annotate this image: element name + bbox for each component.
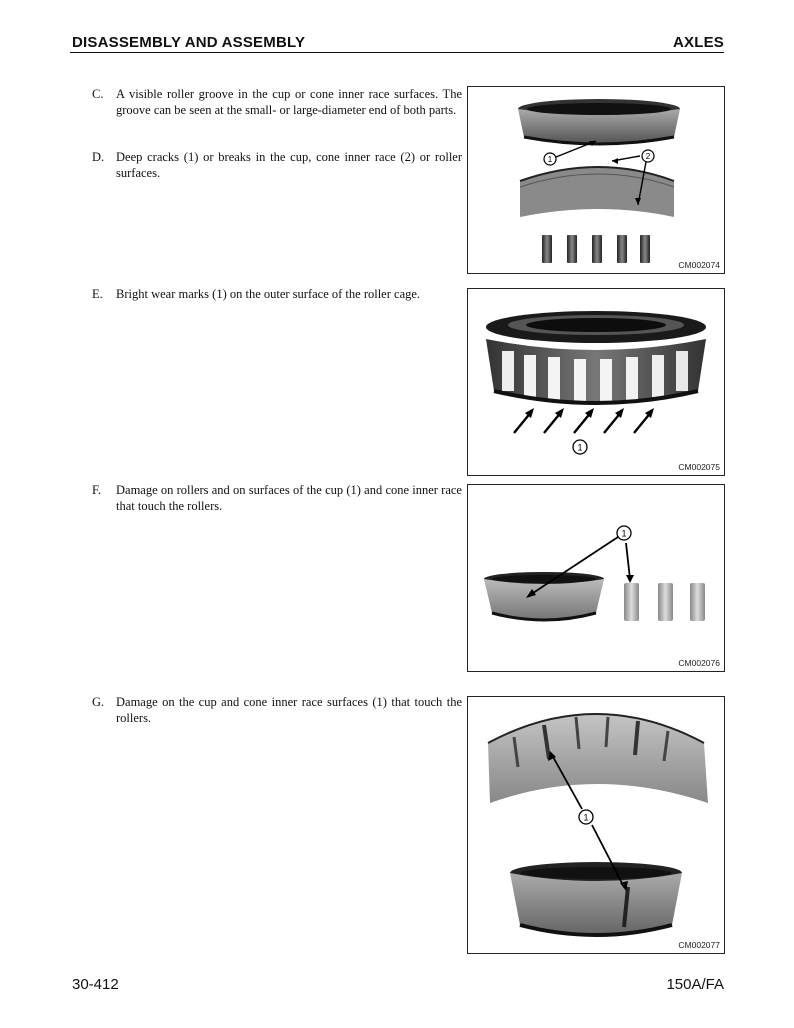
figure-roller-cage-wear xyxy=(467,288,725,476)
callout-1: 1 xyxy=(547,155,553,164)
figure-code: CM002075 xyxy=(678,462,720,472)
step-text: Bright wear marks (1) on the outer surface of the roller cage. xyxy=(116,287,421,301)
step-text: Damage on rollers and on surfaces of the cup (1) and cone inner race that touch the rollers. xyxy=(116,483,462,513)
figure-code: CM002074 xyxy=(678,260,720,270)
step-f xyxy=(92,482,462,514)
step-c xyxy=(92,86,462,118)
figure-race-surface-damage xyxy=(467,696,725,954)
step-text: Deep cracks (1) or breaks in the cup, cone inner race (2) or roller surfaces. xyxy=(116,150,462,180)
figure-roller-cup-damage xyxy=(467,484,725,672)
callout-1: 1 xyxy=(583,812,589,823)
callout-2: 2 xyxy=(645,152,651,161)
step-letter: E. xyxy=(92,287,103,301)
step-letter: C. xyxy=(92,87,104,101)
figure-code: CM002076 xyxy=(678,658,720,668)
callout-1: 1 xyxy=(621,528,627,539)
figure-code: CM002077 xyxy=(678,940,720,950)
callout-1: 1 xyxy=(577,442,583,453)
step-d xyxy=(92,149,462,181)
cup-and-rollers-photo xyxy=(468,485,724,671)
cup-cone-rollers-photo xyxy=(468,87,724,273)
step-letter: F. xyxy=(92,483,102,497)
header-rule xyxy=(70,52,724,53)
figure-cup-cone-cracks xyxy=(467,86,725,274)
roller-cage-photo xyxy=(468,289,724,475)
section-title: DISASSEMBLY AND ASSEMBLY xyxy=(72,34,306,51)
page-number: 30-412 xyxy=(72,976,119,993)
chapter-title: AXLES xyxy=(672,34,724,51)
model-number: 150A/FA xyxy=(666,976,724,993)
step-e xyxy=(92,286,462,302)
step-g xyxy=(92,694,462,726)
step-text: Damage on the cup and cone inner race surfaces (1) that touch the rollers. xyxy=(116,695,462,725)
race-surfaces-photo xyxy=(468,697,724,953)
step-letter: D. xyxy=(92,150,105,164)
step-text: A visible roller groove in the cup or cone inner race surfaces. The groove can be seen at the small- or large-diameter end of both parts. xyxy=(116,87,462,117)
step-letter: G. xyxy=(92,695,105,709)
